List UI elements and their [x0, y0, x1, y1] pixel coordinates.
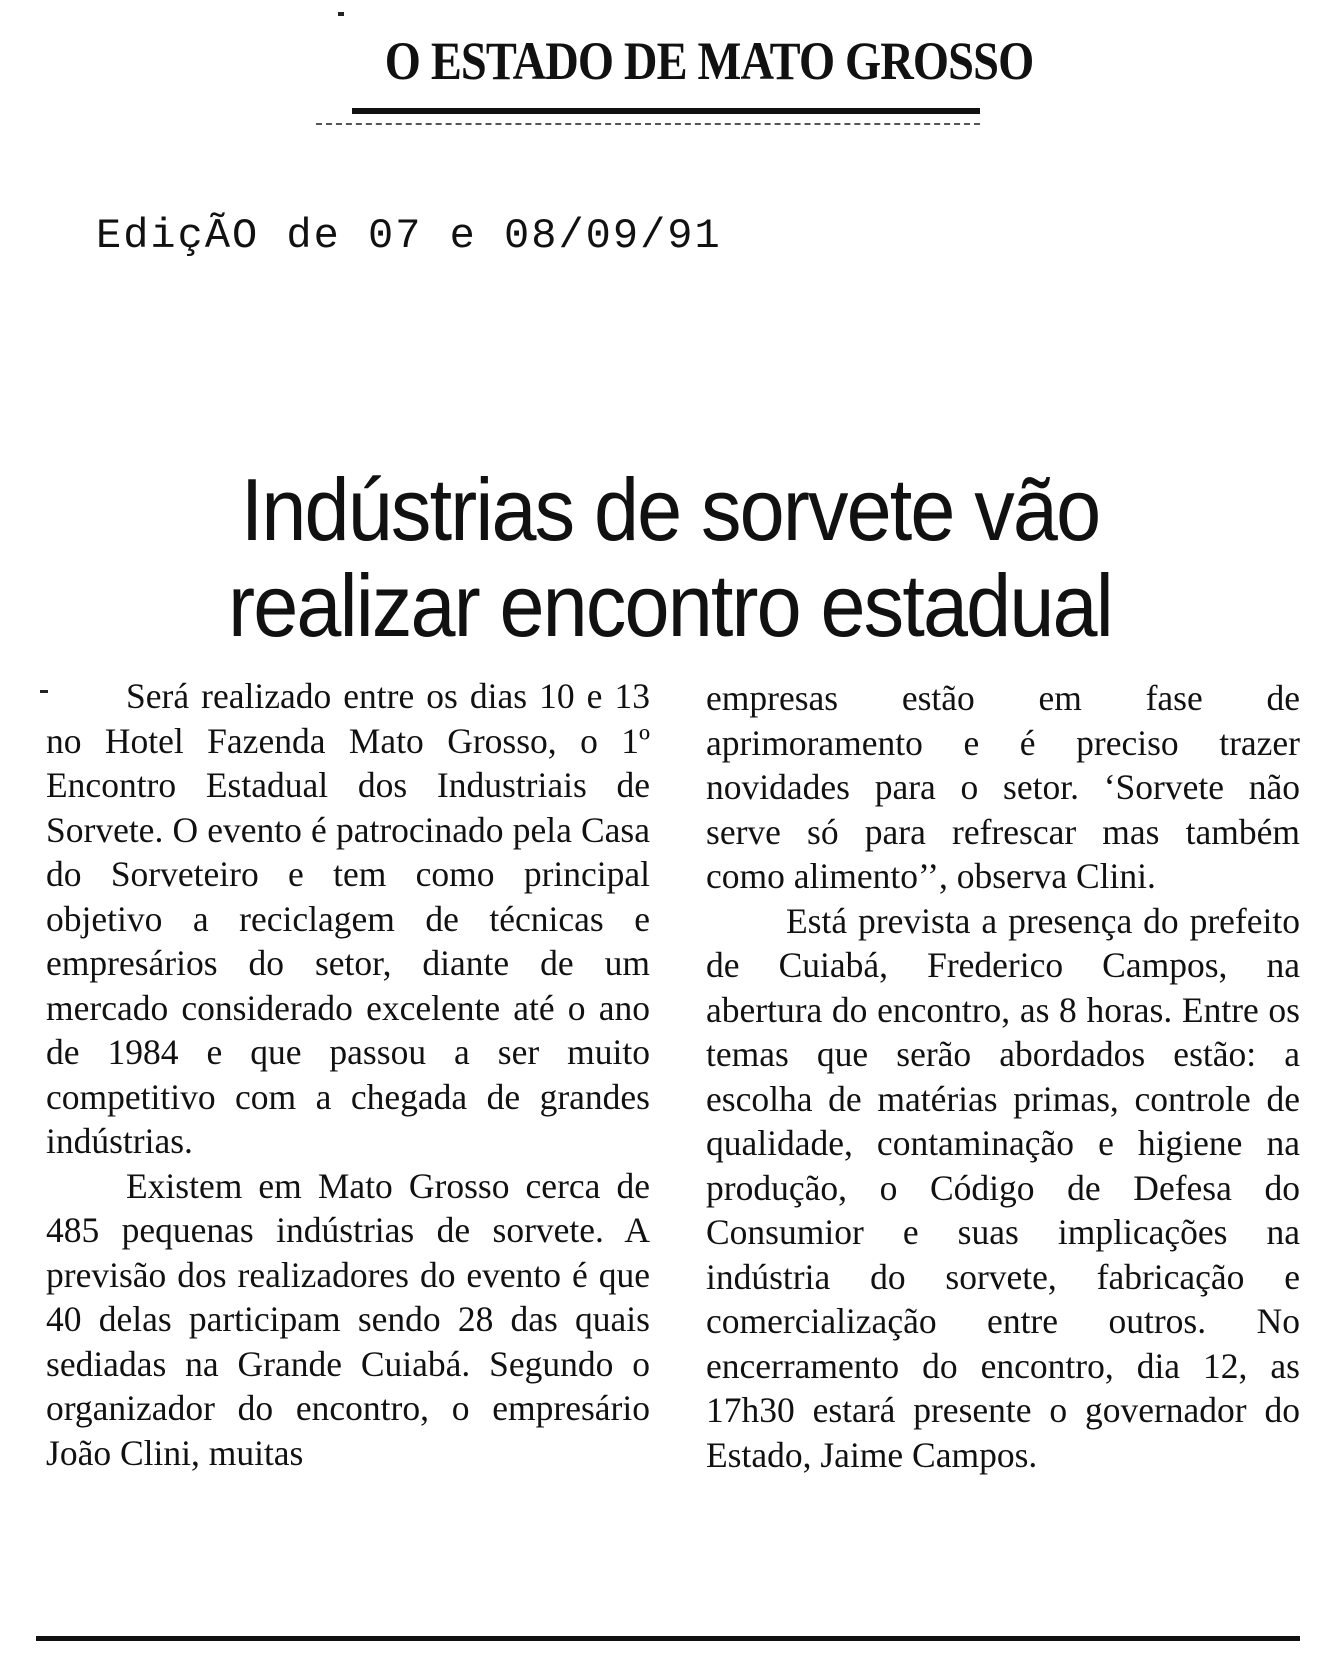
article-column-right	[706, 676, 1300, 1477]
headline-line-1: Indústrias de sorvete vão	[240, 460, 1100, 559]
scan-speck	[338, 12, 344, 16]
scan-speck	[40, 690, 48, 693]
article-column-left	[46, 674, 650, 1475]
paragraph-left-1: Será realizado entre os dias 10 e 13 no Hotel Fazenda Mato Grosso, o 1º Encontro Estadual dos Industriais de Sorvete. O evento é patrocinado pela Casa do Sorveteiro e tem como principal objetivo a reciclagem de técnicas e empresários do setor, diante de um mercado considerado excelente até o ano de 1984 e que passou a ser muito competitivo com a chegada de grandes indústrias.	[46, 676, 650, 1161]
newspaper-masthead: O ESTADO DE MATO GROSSO	[384, 31, 1034, 91]
bottom-rule	[36, 1636, 1300, 1641]
paragraph-right-1: empresas estão em fase de aprimoramento e é preciso trazer novidades para o setor. ‘Sorvete não serve só para refrescar mas também como alimento’’, observa Clini.	[706, 678, 1300, 896]
paragraph-right-2: Está prevista a presença do prefeito de Cuiabá, Frederico Campos, na abertura do encontro, as 8 horas. Entre os temas que serão abordados estão: a escolha de matérias primas, controle de qualidade, contaminação e higiene na produção, o Código de Defesa do Consumior e suas implicações na indústria do sorvete, fabricação e comercialização entre outros. No encerramento do encontro, dia 12, as 17h30 estará presente o governador do Estado, Jaime Campos.	[706, 900, 1300, 1475]
masthead-rule-thin	[316, 123, 980, 125]
edition-date: EdiçÃO de 07 e 08/09/91	[96, 212, 722, 260]
masthead-rule-thick	[352, 108, 980, 114]
paragraph-left-2: Existem em Mato Grosso cerca de 485 pequenas indústrias de sorvete. A previsão dos realizadores do evento é que 40 delas participam sendo 28 das quais sediadas na Grande Cuiabá. Segundo o organizador do encontro, o empresário João Clini, muitas	[46, 1165, 650, 1473]
headline-line-2: realizar encontro estadual	[228, 556, 1112, 655]
article-headline	[90, 462, 1249, 654]
